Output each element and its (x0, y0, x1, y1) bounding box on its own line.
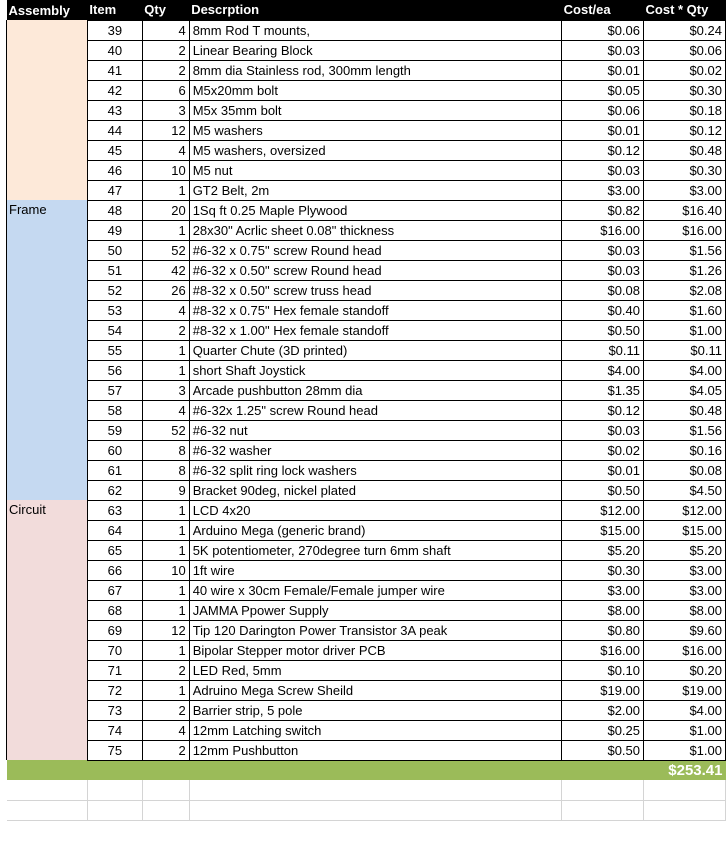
description-cell[interactable]: #6-32 nut (189, 420, 561, 440)
header-item[interactable]: Item (87, 0, 142, 20)
header-cost-ea[interactable]: Cost/ea (562, 0, 644, 20)
table-row (7, 560, 726, 580)
cost-total-cell[interactable]: $0.30 (644, 80, 726, 100)
cost-total-cell[interactable]: $1.60 (644, 300, 726, 320)
total-row-filler[interactable] (142, 760, 189, 780)
description-cell[interactable]: M5 washers, oversized (189, 140, 561, 160)
empty-cell[interactable] (142, 800, 189, 820)
item-cell[interactable]: 71 (87, 660, 142, 680)
item-cell[interactable]: 51 (87, 260, 142, 280)
total-row-filler[interactable] (7, 760, 88, 780)
cost-total-cell[interactable]: $0.30 (644, 160, 726, 180)
table-row (7, 440, 726, 460)
description-cell[interactable]: Arcade pushbutton 28mm dia (189, 380, 561, 400)
table-row (7, 500, 726, 520)
item-cell[interactable]: 60 (87, 440, 142, 460)
item-cell[interactable]: 48 (87, 200, 142, 220)
table-row (7, 40, 726, 60)
description-cell[interactable]: #8-32 x 0.50" screw truss head (189, 280, 561, 300)
cost-ea-cell[interactable]: $0.03 (562, 420, 644, 440)
table-row (7, 720, 726, 740)
item-cell[interactable]: 54 (87, 320, 142, 340)
description-cell[interactable]: 12mm Latching switch (189, 720, 561, 740)
table-row (7, 620, 726, 640)
cost-ea-cell[interactable]: $12.00 (562, 500, 644, 520)
qty-cell[interactable]: 1 (142, 600, 189, 620)
table-row (7, 260, 726, 280)
item-cell[interactable]: 40 (87, 40, 142, 60)
cost-ea-cell[interactable]: $16.00 (562, 640, 644, 660)
sheet-body (7, 20, 726, 820)
qty-cell[interactable]: 4 (142, 720, 189, 740)
cost-total-cell[interactable]: $1.00 (644, 740, 726, 760)
cost-ea-cell[interactable]: $0.50 (562, 480, 644, 500)
cost-total-cell[interactable]: $8.00 (644, 600, 726, 620)
cost-total-cell[interactable]: $2.08 (644, 280, 726, 300)
table-row (7, 460, 726, 480)
cost-ea-cell[interactable]: $0.11 (562, 340, 644, 360)
total-row-filler[interactable] (87, 760, 142, 780)
qty-cell[interactable]: 1 (142, 340, 189, 360)
bom-spreadsheet (6, 0, 726, 821)
qty-cell[interactable]: 1 (142, 220, 189, 240)
cost-total-cell[interactable]: $0.06 (644, 40, 726, 60)
cost-total-cell[interactable]: $16.00 (644, 640, 726, 660)
table-row (7, 660, 726, 680)
cost-ea-cell[interactable]: $3.00 (562, 180, 644, 200)
qty-cell[interactable]: 52 (142, 420, 189, 440)
item-cell[interactable]: 46 (87, 160, 142, 180)
empty-cell[interactable] (562, 800, 644, 820)
cost-total-cell[interactable]: $15.00 (644, 520, 726, 540)
qty-cell[interactable]: 10 (142, 560, 189, 580)
qty-cell[interactable]: 1 (142, 360, 189, 380)
header-assembly[interactable]: Assembly (7, 0, 88, 20)
cost-ea-cell[interactable]: $0.06 (562, 20, 644, 40)
cost-total-cell[interactable]: $0.12 (644, 120, 726, 140)
item-cell[interactable]: 62 (87, 480, 142, 500)
table-row (7, 740, 726, 760)
table-row (7, 420, 726, 440)
description-cell[interactable]: LED Red, 5mm (189, 660, 561, 680)
item-cell[interactable]: 52 (87, 280, 142, 300)
cost-total-cell[interactable]: $0.48 (644, 400, 726, 420)
table-row (7, 100, 726, 120)
cost-ea-cell[interactable]: $0.82 (562, 200, 644, 220)
table-row (7, 480, 726, 500)
description-cell[interactable]: #6-32 washer (189, 440, 561, 460)
empty-cell[interactable] (562, 780, 644, 800)
cost-total-cell[interactable]: $0.08 (644, 460, 726, 480)
assembly-group-cell[interactable]: Frame (7, 200, 88, 500)
cost-total-cell[interactable]: $4.00 (644, 360, 726, 380)
qty-cell[interactable]: 6 (142, 80, 189, 100)
description-cell[interactable]: Bipolar Stepper motor driver PCB (189, 640, 561, 660)
item-cell[interactable]: 69 (87, 620, 142, 640)
cost-total-cell[interactable]: $0.18 (644, 100, 726, 120)
item-cell[interactable]: 61 (87, 460, 142, 480)
table-row (7, 220, 726, 240)
header-cost-total[interactable]: Cost * Qty (644, 0, 726, 20)
cost-ea-cell[interactable]: $0.03 (562, 240, 644, 260)
table-row (7, 580, 726, 600)
table-row (7, 20, 726, 40)
cost-total-cell[interactable]: $4.50 (644, 480, 726, 500)
item-cell[interactable]: 41 (87, 60, 142, 80)
qty-cell[interactable]: 1 (142, 500, 189, 520)
description-cell[interactable]: Bracket 90deg, nickel plated (189, 480, 561, 500)
cost-total-cell[interactable]: $1.00 (644, 720, 726, 740)
header-description[interactable]: Descrption (189, 0, 561, 20)
empty-row (7, 780, 726, 800)
cost-ea-cell[interactable]: $0.01 (562, 60, 644, 80)
empty-cell[interactable] (189, 780, 561, 800)
cost-total-cell[interactable]: $0.11 (644, 340, 726, 360)
cost-ea-cell[interactable]: $3.00 (562, 580, 644, 600)
qty-cell[interactable]: 2 (142, 320, 189, 340)
table-row (7, 640, 726, 660)
item-cell[interactable]: 73 (87, 700, 142, 720)
table-row (7, 200, 726, 220)
qty-cell[interactable]: 1 (142, 520, 189, 540)
cost-total-cell[interactable]: $3.00 (644, 560, 726, 580)
cost-ea-cell[interactable]: $0.12 (562, 400, 644, 420)
cost-ea-cell[interactable]: $1.35 (562, 380, 644, 400)
table-row (7, 240, 726, 260)
qty-cell[interactable]: 20 (142, 200, 189, 220)
header-qty[interactable]: Qty (142, 0, 189, 20)
item-cell[interactable]: 50 (87, 240, 142, 260)
cost-ea-cell[interactable]: $0.30 (562, 560, 644, 580)
description-cell[interactable]: Tip 120 Darington Power Transistor 3A peak (189, 620, 561, 640)
table-row (7, 80, 726, 100)
description-cell[interactable]: Quarter Chute (3D printed) (189, 340, 561, 360)
item-cell[interactable]: 59 (87, 420, 142, 440)
table-row (7, 380, 726, 400)
table-row (7, 520, 726, 540)
qty-cell[interactable]: 1 (142, 680, 189, 700)
item-cell[interactable]: 53 (87, 300, 142, 320)
cost-total-cell[interactable]: $4.00 (644, 700, 726, 720)
table-row (7, 320, 726, 340)
empty-cell[interactable] (7, 780, 88, 800)
description-cell[interactable]: JAMMA Ppower Supply (189, 600, 561, 620)
cost-total-cell[interactable]: $12.00 (644, 500, 726, 520)
cost-ea-cell[interactable]: $0.01 (562, 460, 644, 480)
item-cell[interactable]: 64 (87, 520, 142, 540)
qty-cell[interactable]: 42 (142, 260, 189, 280)
qty-cell[interactable]: 9 (142, 480, 189, 500)
item-cell[interactable]: 44 (87, 120, 142, 140)
empty-cell[interactable] (142, 780, 189, 800)
cost-total-cell[interactable]: $16.40 (644, 200, 726, 220)
description-cell[interactable]: M5x 35mm bolt (189, 100, 561, 120)
qty-cell[interactable]: 3 (142, 380, 189, 400)
qty-cell[interactable]: 2 (142, 40, 189, 60)
cost-ea-cell[interactable]: $0.03 (562, 40, 644, 60)
qty-cell[interactable]: 4 (142, 140, 189, 160)
assembly-group-cell[interactable] (7, 20, 88, 200)
qty-cell[interactable]: 4 (142, 400, 189, 420)
item-cell[interactable]: 56 (87, 360, 142, 380)
empty-cell[interactable] (87, 780, 142, 800)
qty-cell[interactable]: 12 (142, 620, 189, 640)
item-cell[interactable]: 55 (87, 340, 142, 360)
table-row (7, 540, 726, 560)
qty-cell[interactable]: 1 (142, 540, 189, 560)
table-row (7, 280, 726, 300)
cost-total-cell[interactable]: $0.20 (644, 660, 726, 680)
qty-cell[interactable]: 1 (142, 580, 189, 600)
description-cell[interactable]: M5 nut (189, 160, 561, 180)
description-cell[interactable]: #6-32 split ring lock washers (189, 460, 561, 480)
cost-total-cell[interactable]: $0.02 (644, 60, 726, 80)
qty-cell[interactable]: 2 (142, 60, 189, 80)
empty-cell[interactable] (644, 800, 726, 820)
description-cell[interactable]: LCD 4x20 (189, 500, 561, 520)
grand-total-row (7, 760, 726, 780)
cost-total-cell[interactable]: $1.00 (644, 320, 726, 340)
cost-total-cell[interactable]: $1.26 (644, 260, 726, 280)
description-cell[interactable]: M5 washers (189, 120, 561, 140)
description-cell[interactable]: 8mm dia Stainless rod, 300mm length (189, 60, 561, 80)
cost-total-cell[interactable]: $19.00 (644, 680, 726, 700)
cost-ea-cell[interactable]: $16.00 (562, 220, 644, 240)
table-row (7, 120, 726, 140)
description-cell[interactable]: Adruino Mega Screw Sheild (189, 680, 561, 700)
table-row (7, 400, 726, 420)
table-row (7, 360, 726, 380)
qty-cell[interactable]: 12 (142, 120, 189, 140)
qty-cell[interactable]: 4 (142, 20, 189, 40)
qty-cell[interactable]: 4 (142, 300, 189, 320)
description-cell[interactable]: 28x30" Acrlic sheet 0.08" thickness (189, 220, 561, 240)
qty-cell[interactable]: 26 (142, 280, 189, 300)
cost-total-cell[interactable]: $9.60 (644, 620, 726, 640)
description-cell[interactable]: #6-32x 1.25" screw Round head (189, 400, 561, 420)
assembly-group-cell[interactable]: Circuit (7, 500, 88, 760)
item-cell[interactable]: 68 (87, 600, 142, 620)
cost-ea-cell[interactable]: $19.00 (562, 680, 644, 700)
cost-total-cell[interactable]: $0.24 (644, 20, 726, 40)
cost-ea-cell[interactable]: $0.50 (562, 740, 644, 760)
description-cell[interactable]: 5K potentiometer, 270degree turn 6mm shaft (189, 540, 561, 560)
qty-cell[interactable]: 2 (142, 700, 189, 720)
description-cell[interactable]: GT2 Belt, 2m (189, 180, 561, 200)
cost-ea-cell[interactable]: $0.12 (562, 140, 644, 160)
item-cell[interactable]: 72 (87, 680, 142, 700)
item-cell[interactable]: 49 (87, 220, 142, 240)
header-row (7, 0, 726, 20)
item-cell[interactable]: 75 (87, 740, 142, 760)
cost-ea-cell[interactable]: $0.03 (562, 260, 644, 280)
qty-cell[interactable]: 8 (142, 440, 189, 460)
table-row (7, 340, 726, 360)
cost-total-cell[interactable]: $5.20 (644, 540, 726, 560)
cost-ea-cell[interactable]: $0.40 (562, 300, 644, 320)
cost-ea-cell[interactable]: $0.80 (562, 620, 644, 640)
description-cell[interactable]: 8mm Rod T mounts, (189, 20, 561, 40)
cost-total-cell[interactable]: $16.00 (644, 220, 726, 240)
cost-ea-cell[interactable]: $2.00 (562, 700, 644, 720)
item-cell[interactable]: 65 (87, 540, 142, 560)
description-cell[interactable]: Arduino Mega (generic brand) (189, 520, 561, 540)
cost-ea-cell[interactable]: $0.50 (562, 320, 644, 340)
description-cell[interactable]: #6-32 x 0.75" screw Round head (189, 240, 561, 260)
qty-cell[interactable]: 52 (142, 240, 189, 260)
qty-cell[interactable]: 10 (142, 160, 189, 180)
grand-total-value[interactable]: $253.41 (644, 760, 726, 780)
item-cell[interactable]: 58 (87, 400, 142, 420)
cost-total-cell[interactable]: $1.56 (644, 240, 726, 260)
item-cell[interactable]: 57 (87, 380, 142, 400)
cost-ea-cell[interactable]: $0.05 (562, 80, 644, 100)
cost-total-cell[interactable]: $0.16 (644, 440, 726, 460)
item-cell[interactable]: 39 (87, 20, 142, 40)
item-cell[interactable]: 42 (87, 80, 142, 100)
description-cell[interactable]: Linear Bearing Block (189, 40, 561, 60)
cost-ea-cell[interactable]: $0.25 (562, 720, 644, 740)
description-cell[interactable]: 1Sq ft 0.25 Maple Plywood (189, 200, 561, 220)
cost-ea-cell[interactable]: $5.20 (562, 540, 644, 560)
cost-total-cell[interactable]: $3.00 (644, 580, 726, 600)
description-cell[interactable]: short Shaft Joystick (189, 360, 561, 380)
cost-ea-cell[interactable]: $0.08 (562, 280, 644, 300)
item-cell[interactable]: 63 (87, 500, 142, 520)
item-cell[interactable]: 45 (87, 140, 142, 160)
cost-ea-cell[interactable]: $0.03 (562, 160, 644, 180)
table-row (7, 140, 726, 160)
total-row-filler[interactable] (562, 760, 644, 780)
description-cell[interactable]: Barrier strip, 5 pole (189, 700, 561, 720)
qty-cell[interactable]: 1 (142, 640, 189, 660)
qty-cell[interactable]: 2 (142, 660, 189, 680)
qty-cell[interactable]: 2 (142, 740, 189, 760)
table-row (7, 160, 726, 180)
cost-ea-cell[interactable]: $4.00 (562, 360, 644, 380)
cost-ea-cell[interactable]: $0.01 (562, 120, 644, 140)
table-row (7, 60, 726, 80)
item-cell[interactable]: 74 (87, 720, 142, 740)
cost-ea-cell[interactable]: $0.06 (562, 100, 644, 120)
description-cell[interactable]: 40 wire x 30cm Female/Female jumper wire (189, 580, 561, 600)
table-row (7, 680, 726, 700)
empty-row (7, 800, 726, 820)
cost-total-cell[interactable]: $1.56 (644, 420, 726, 440)
cost-ea-cell[interactable]: $0.10 (562, 660, 644, 680)
item-cell[interactable]: 66 (87, 560, 142, 580)
description-cell[interactable]: M5x20mm bolt (189, 80, 561, 100)
description-cell[interactable]: #6-32 x 0.50" screw Round head (189, 260, 561, 280)
description-cell[interactable]: 1ft wire (189, 560, 561, 580)
item-cell[interactable]: 43 (87, 100, 142, 120)
item-cell[interactable]: 70 (87, 640, 142, 660)
cost-ea-cell[interactable]: $8.00 (562, 600, 644, 620)
table-row (7, 180, 726, 200)
description-cell[interactable]: #8-32 x 1.00" Hex female standoff (189, 320, 561, 340)
total-row-filler[interactable] (189, 760, 561, 780)
cost-total-cell[interactable]: $3.00 (644, 180, 726, 200)
empty-cell[interactable] (644, 780, 726, 800)
cost-total-cell[interactable]: $0.48 (644, 140, 726, 160)
empty-cell[interactable] (189, 800, 561, 820)
table-row (7, 700, 726, 720)
description-cell[interactable]: #8-32 x 0.75" Hex female standoff (189, 300, 561, 320)
table-row (7, 600, 726, 620)
qty-cell[interactable]: 1 (142, 180, 189, 200)
item-cell[interactable]: 67 (87, 580, 142, 600)
cost-ea-cell[interactable]: $15.00 (562, 520, 644, 540)
item-cell[interactable]: 47 (87, 180, 142, 200)
empty-cell[interactable] (87, 800, 142, 820)
cost-total-cell[interactable]: $4.05 (644, 380, 726, 400)
cost-ea-cell[interactable]: $0.02 (562, 440, 644, 460)
qty-cell[interactable]: 8 (142, 460, 189, 480)
empty-cell[interactable] (7, 800, 88, 820)
qty-cell[interactable]: 3 (142, 100, 189, 120)
table-row (7, 300, 726, 320)
description-cell[interactable]: 12mm Pushbutton (189, 740, 561, 760)
